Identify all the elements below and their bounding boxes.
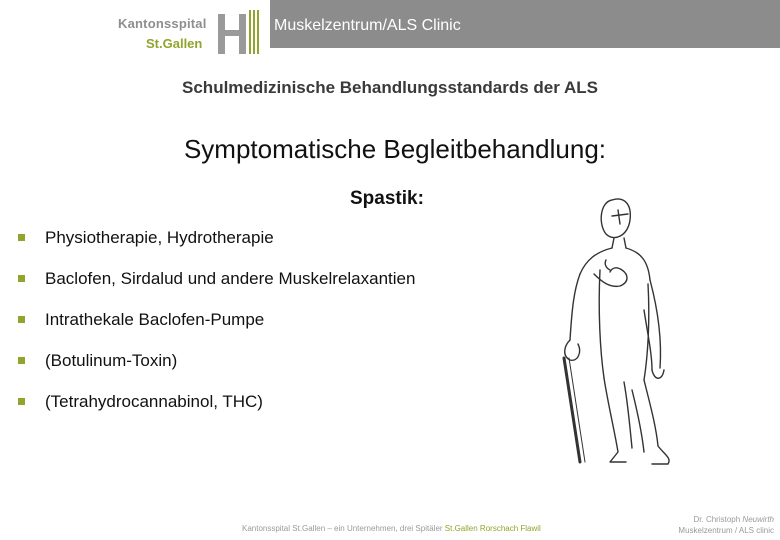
list-item [18,392,415,433]
header-band [270,0,780,48]
logo-line2: St.Gallen [146,36,203,51]
footer-locations: St.Gallen Rorschach Flawil [444,524,541,533]
hospital-logo-icon [216,8,260,56]
bullet-text: Physiotherapie, Hydrotherapie [45,228,274,247]
square-bullet-icon [18,275,25,282]
bullet-text: Intrathekale Baclofen-Pumpe [45,310,265,329]
bullet-text: (Botulinum-Toxin) [45,351,178,370]
bullet-list [18,228,415,433]
author-prefix: Dr. Christoph [693,515,741,524]
logo-line1: Kantonsspital [118,16,207,31]
list-item [18,269,415,310]
footer-text-block [242,524,541,533]
footer-author-block [678,514,774,536]
footer-text: Kantonsspital St.Gallen – ein Unternehmen, drei Spitäler [242,524,443,533]
author-org: Muskelzentrum / ALS clinic [678,526,774,535]
square-bullet-icon [18,316,25,323]
square-bullet-icon [18,234,25,241]
section-heading: Spastik: [350,188,424,209]
list-item [18,310,415,351]
logo [118,8,268,56]
list-item [18,351,415,392]
list-item [18,228,415,269]
slide-subtitle: Schulmedizinische Behandlungsstandards der ALS [182,78,598,97]
slide-heading: Symptomatische Begleitbehandlung: [183,134,607,164]
header-title: Muskelzentrum/ALS Clinic [274,17,461,34]
bullet-text: Baclofen, Sirdalud und andere Muskelrelaxantien [45,269,416,288]
square-bullet-icon [18,398,25,405]
square-bullet-icon [18,357,25,364]
author-name: Neuwirth [742,515,774,524]
bullet-text: (Tetrahydrocannabinol, THC) [45,392,263,411]
stick-figure-with-cane-icon [540,190,700,480]
